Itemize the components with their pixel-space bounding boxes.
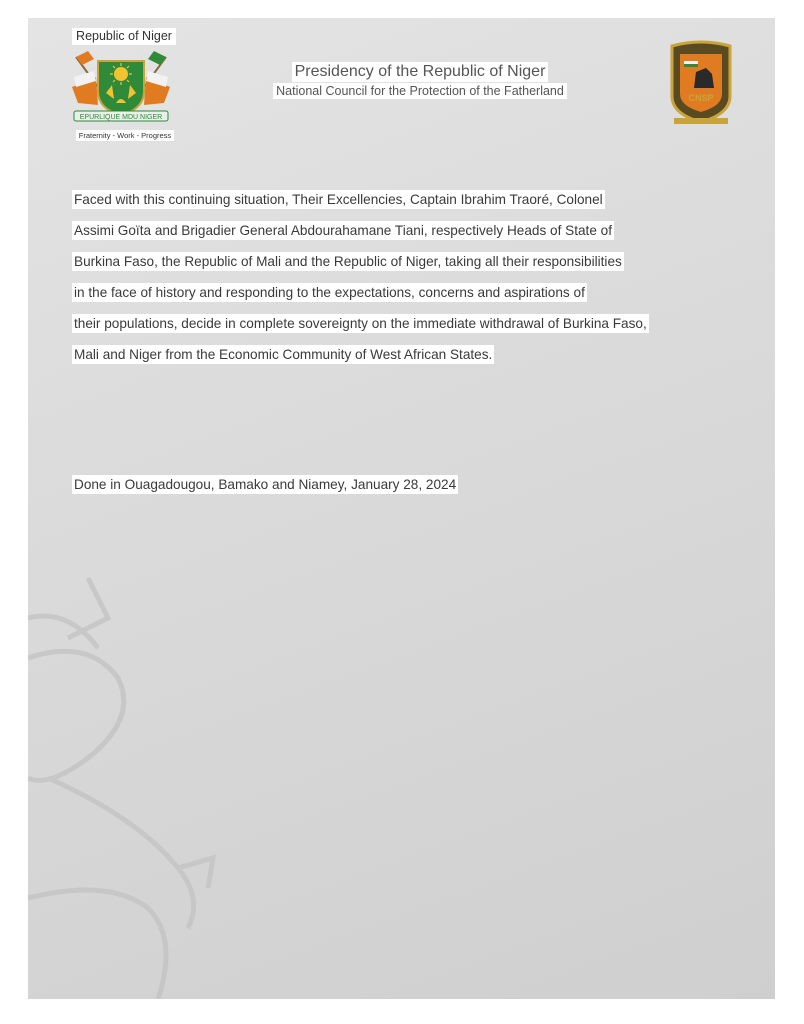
- paragraph-line: Burkina Faso, the Republic of Mali and the Republic of Niger, taking all their responsibilities: [74, 254, 622, 269]
- paragraph-line: Assimi Goïta and Brigadier General Abdourahamane Tiani, respectively Heads of State of: [74, 223, 613, 238]
- cnsp-badge-text: CNSP: [688, 93, 714, 103]
- page-title: Presidency of the Republic of Niger: [292, 62, 549, 82]
- place-and-date: Done in Ouagadougou, Bamako and Niamey, January 28, 2024: [74, 477, 457, 492]
- page-subtitle: National Council for the Protection of the Fatherland: [273, 83, 567, 99]
- niger-coat-of-arms-block: [60, 27, 182, 143]
- paragraph-line: in the face of history and responding to the expectations, concerns and aspirations of: [74, 285, 585, 300]
- paragraph-line: their populations, decide in complete sovereignty on the immediate withdrawal of Burkina Faso,: [74, 316, 647, 331]
- niger-coat-of-arms-icon: [68, 47, 174, 125]
- cnsp-emblem-icon: [666, 38, 736, 128]
- document-page: [28, 18, 775, 999]
- letterhead-title-block: [208, 62, 632, 100]
- closing-line: [72, 475, 458, 494]
- declaration-paragraph: [72, 190, 738, 376]
- watermark-graphic: [28, 18, 775, 999]
- paragraph-line: Faced with this continuing situation, Their Excellencies, Captain Ibrahim Traoré, Colonel: [74, 192, 603, 207]
- paragraph-line: Mali and Niger from the Economic Community of West African States.: [74, 347, 493, 362]
- country-label: Republic of Niger: [72, 28, 176, 45]
- emblem-banner-text: EPURLIQUE MDU NIGER: [79, 114, 163, 121]
- motto-label: Fraternity - Work - Progress: [76, 130, 174, 141]
